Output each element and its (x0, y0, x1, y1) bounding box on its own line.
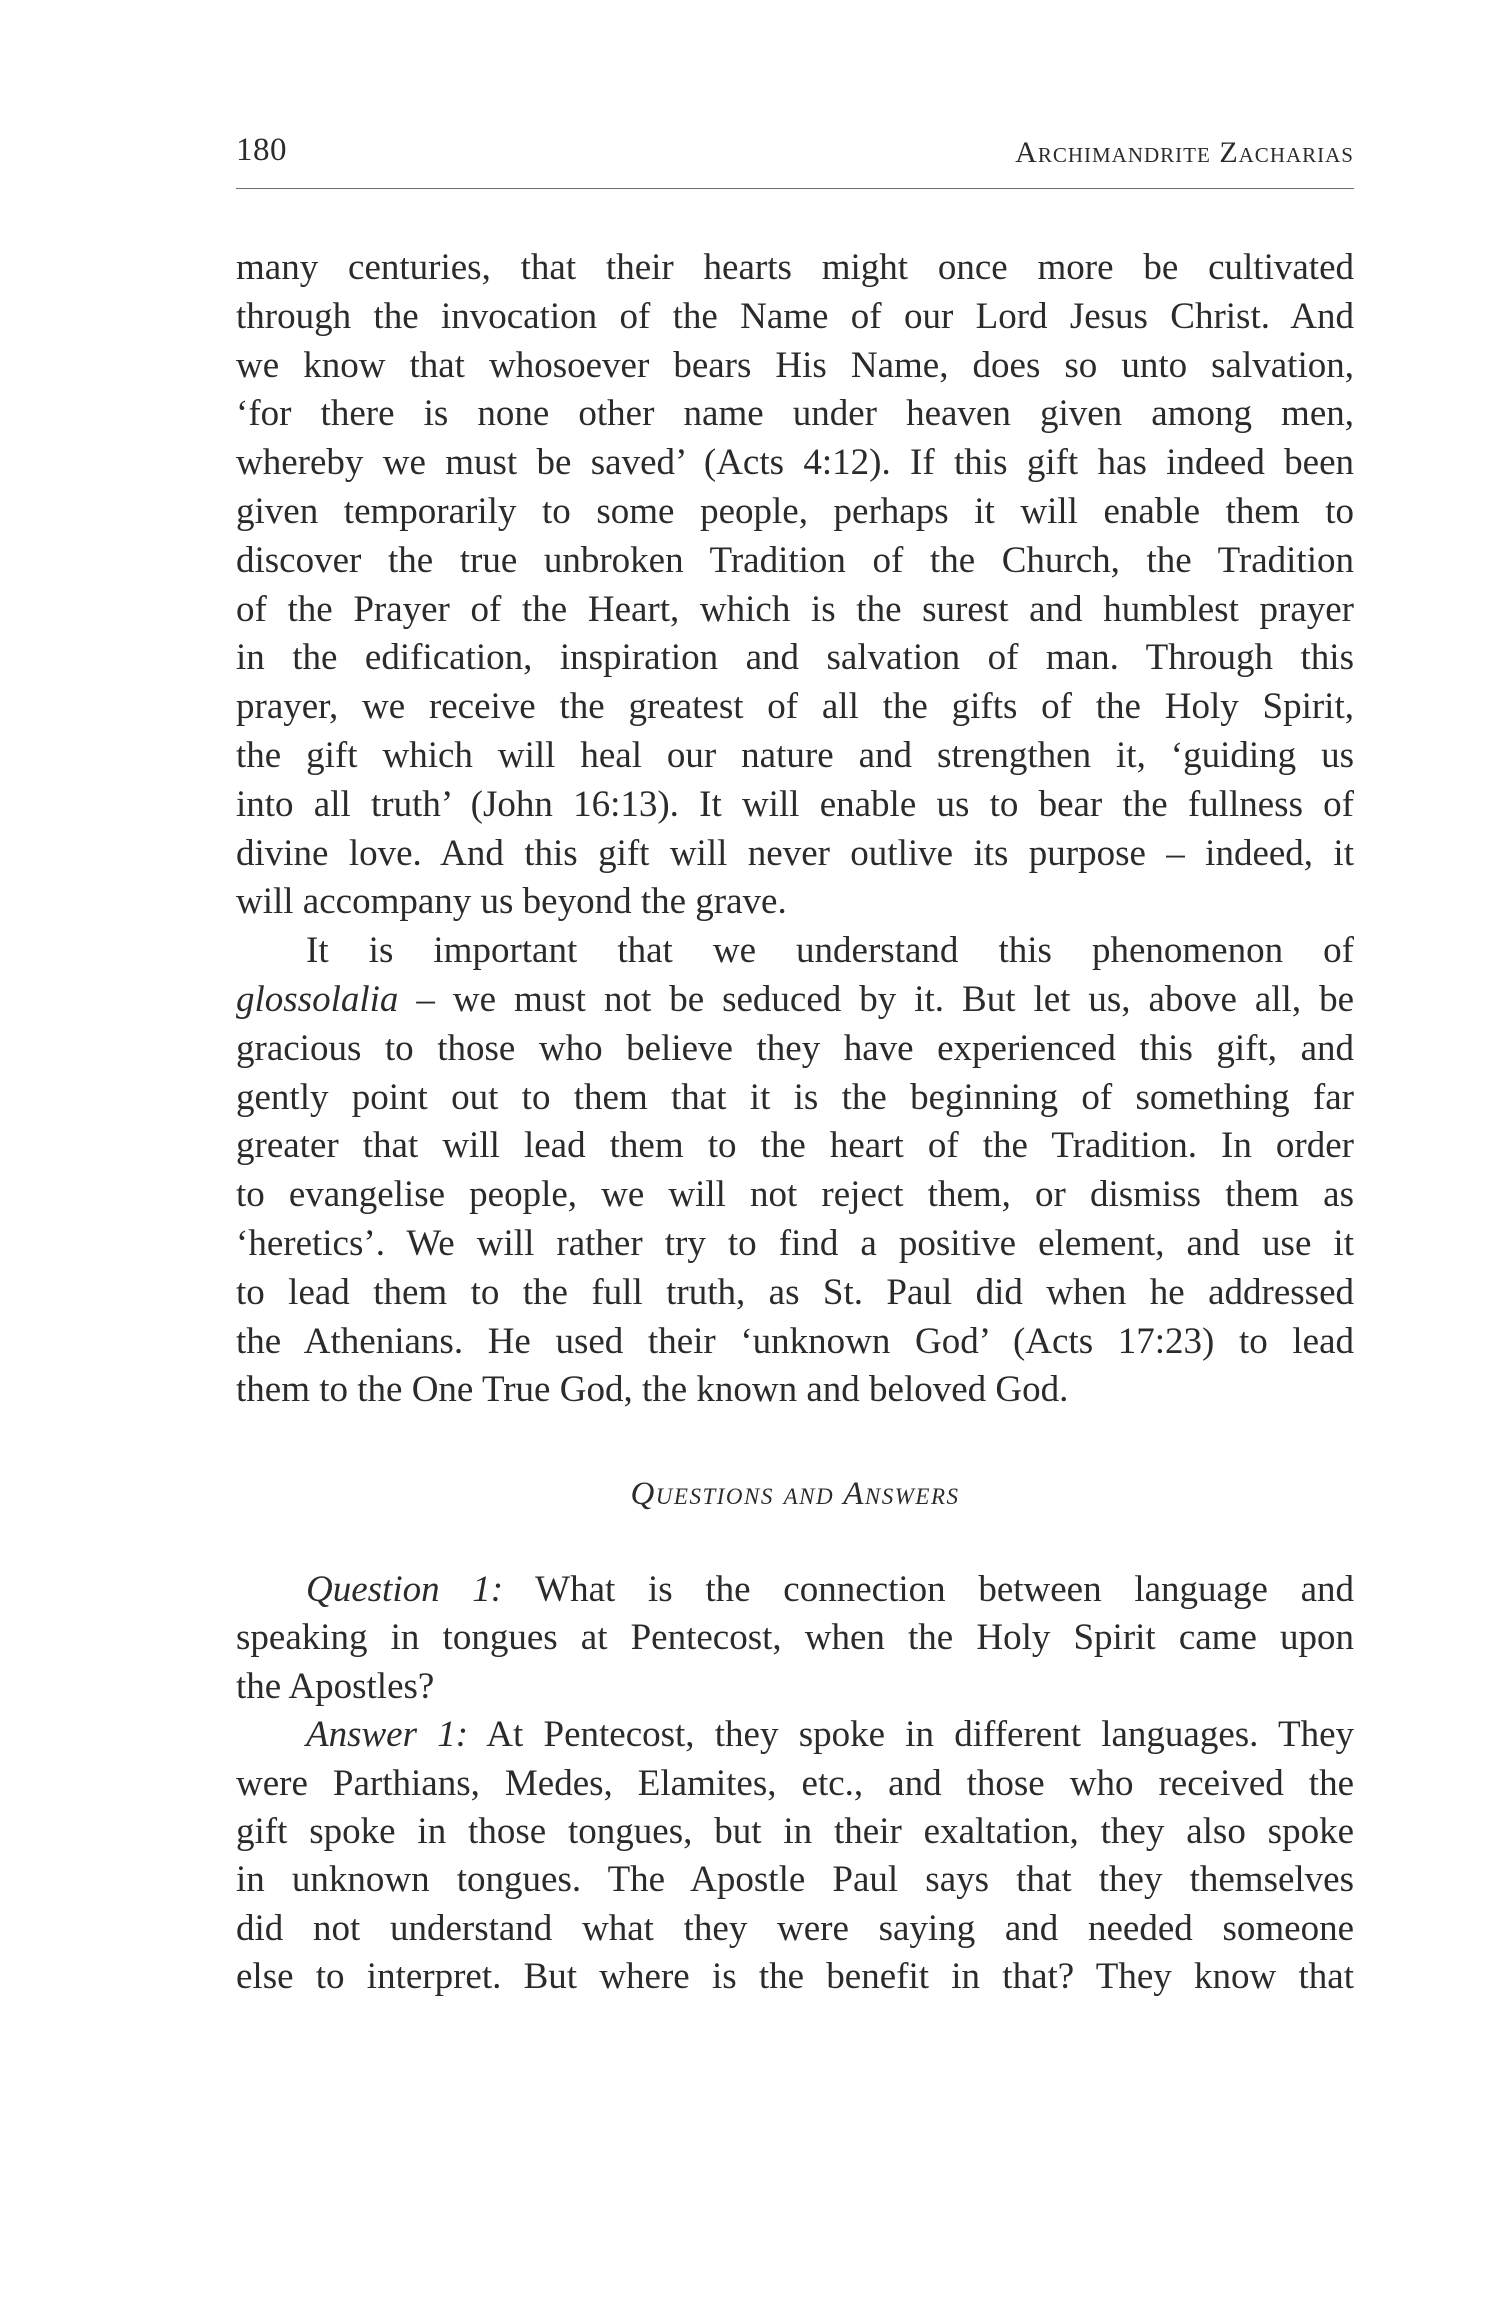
text-line: them to the One True God, the known and beloved God. (236, 1369, 1069, 1411)
text-line: will accompany us beyond the grave. (236, 881, 787, 923)
text-line: ‘for there is none other name under heaven given among men, (236, 393, 1354, 435)
text-line: ‘heretics’. We will rather try to find a positive element, and use it (236, 1222, 1354, 1264)
text-line (236, 1566, 1354, 1614)
text-line: in unknown tongues. The Apostle Paul says that they themselves (236, 1859, 1354, 1901)
text-line: through the invocation of the Name of our Lord Jesus Christ. And (236, 295, 1354, 337)
text-line-rest: At Pentecost, they spoke in different languages. They (468, 1714, 1354, 1756)
text-line: did not understand what they were saying and needed someone (236, 1907, 1354, 1949)
text-line: prayer, we receive the greatest of all the gifts of the Holy Spirit, (236, 686, 1354, 728)
text-line: were Parthians, Medes, Elamites, etc., and those who received the (236, 1762, 1354, 1804)
answer-1 (236, 1711, 1354, 2001)
questions-and-answers (236, 1566, 1354, 2002)
running-head (236, 128, 1354, 189)
text-line: gift spoke in those tongues, but in their exaltation, they also spoke (236, 1810, 1354, 1852)
paragraph-1 (236, 244, 1354, 927)
question-label: Question 1: (306, 1569, 504, 1610)
text-line: to lead them to the full truth, as St. Paul did when he addressed (236, 1271, 1354, 1313)
text-line (236, 1711, 1354, 1759)
text-line: greater that will lead them to the heart of the Tradition. In order (236, 1125, 1354, 1167)
text-line: discover the true unbroken Tradition of the Church, the Tradition (236, 539, 1354, 581)
text-line (236, 976, 1354, 1025)
answer-label: Answer 1: (306, 1714, 469, 1756)
text-line: of the Prayer of the Heart, which is the surest and humblest prayer (236, 588, 1354, 630)
paragraph-2 (236, 927, 1354, 1415)
text-line: divine love. And this gift will never outlive its purpose – indeed, it (236, 832, 1354, 874)
text-line: into all truth’ (John 16:13). It will enable us to bear the fullness of (236, 783, 1354, 825)
text-line-rest: – we must not be seduced by it. But let us, above all, be (398, 978, 1354, 1020)
text-line: It is important that we understand this phenomenon of (306, 930, 1354, 972)
text-line: in the edification, inspiration and salvation of man. Through this (236, 637, 1354, 679)
section-heading: Questions and Answers (630, 1476, 960, 1512)
text-line: we know that whosoever bears His Name, does so unto salvation, (236, 344, 1354, 386)
running-title: Archimandrite Zacharias (1015, 136, 1354, 169)
body-text (236, 244, 1354, 1415)
text-line: to evangelise people, we will not reject them, or dismiss them as (236, 1174, 1354, 1216)
glossolalia-term: glossolalia (236, 978, 399, 1020)
text-line: given temporarily to some people, perhaps it will enable them to (236, 490, 1354, 532)
page-number: 180 (236, 132, 287, 168)
text-line: many centuries, that their hearts might once more be cultivated (236, 247, 1354, 288)
text-line: speaking in tongues at Pentecost, when the Holy Spirit came upon (236, 1617, 1354, 1659)
text-line: the Athenians. He used their ‘unknown God’ (Acts 17:23) to lead (236, 1320, 1354, 1362)
text-line: whereby we must be saved’ (Acts 4:12). If this gift has indeed been (236, 442, 1354, 484)
text-line: gracious to those who believe they have experienced this gift, and (236, 1027, 1354, 1069)
text-line: the gift which will heal our nature and strengthen it, ‘guiding us (236, 734, 1354, 776)
text-line: gently point out to them that it is the beginning of something far (236, 1076, 1354, 1118)
text-line: else to interpret. But where is the benefit in that? They know that (236, 1956, 1354, 1998)
text-line-rest: What is the connection between language and (503, 1569, 1354, 1610)
question-1 (236, 1566, 1354, 1711)
text-line: the Apostles? (236, 1665, 435, 1707)
